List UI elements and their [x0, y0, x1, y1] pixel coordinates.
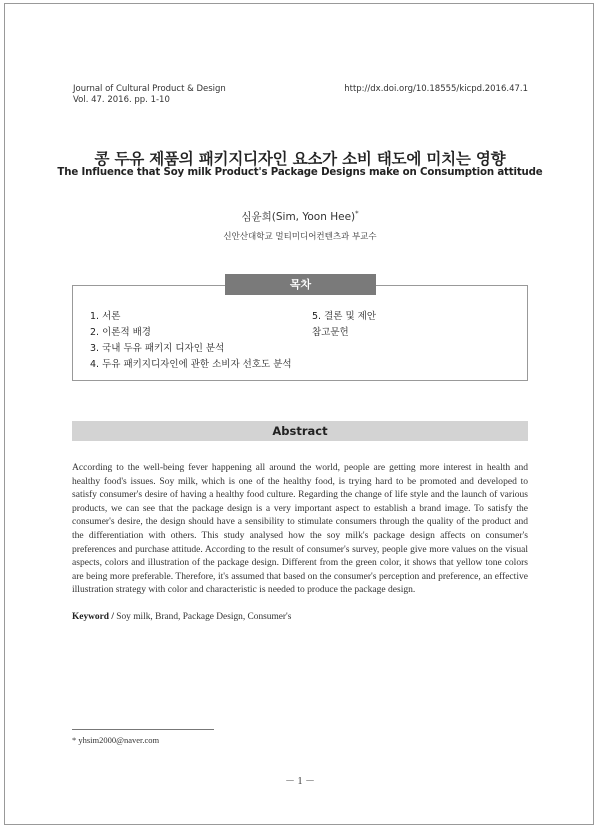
title-english: The Influence that Soy milk Product's Package Designs make on Consumption attitude: [57, 167, 543, 178]
journal-volume: Vol. 47. 2016. pp. 1-10: [73, 95, 170, 105]
toc-item: 1. 서론: [90, 311, 121, 322]
title-korean: 콩 두유 제품의 패키지디자인 요소가 소비 태도에 미치는 영향: [94, 150, 506, 168]
abstract-body: According to the well-being fever happening all around the world, people are getting more interest in health and healthy food's issues. Soy milk, which is one of the healthy food, is trying hard to be promoted and developed to satisfy consumer's desire of having a healthy food culture. Regarding the change of life style and the launch of various products, we can see that the package design is a very important aspect to establish a brand image. To satisfy the consumer's desire, the design should have a sensibility to stimulate consumers through the quality of the product and the differentiation with others. This study analysed how the soy milk's package design affects on consumer's preferences and purchase attitude. According to the result of consumer's survey, people give more values on the visual aspects, colors and illustration of the package design. Different from the green color, it shows that yellow tone colors are being more preferable. Therefore, it's assumed that based on the consumer's perception and preference, an effective illustration strategy with color and characteristic is needed to produce the package design.: [72, 462, 528, 596]
page-border: [4, 3, 594, 825]
toc-item: 5. 결론 및 제안: [312, 311, 377, 322]
journal-info: [73, 84, 226, 106]
journal-name: Journal of Cultural Product & Design: [73, 84, 226, 94]
keywords: [72, 612, 528, 622]
footnote-divider: [72, 729, 214, 730]
page-number: － 1 －: [285, 776, 315, 787]
footnote-email: * yhsim2000@naver.com: [72, 735, 160, 745]
toc-item: 4. 두유 패키지디자인에 관한 소비자 선호도 분석: [90, 359, 292, 370]
author-affiliation: 신안산대학교 멀티미디어컨텐츠과 부교수: [223, 232, 377, 242]
toc-item: 2. 이론적 배경: [90, 327, 151, 338]
doi-link[interactable]: http://dx.doi.org/10.18555/kicpd.2016.47.1: [344, 84, 528, 94]
keyword-label: Keyword /: [72, 612, 114, 622]
abstract-heading: Abstract: [72, 421, 528, 441]
toc-header: 목차: [225, 274, 376, 295]
toc-right-column: [312, 309, 376, 341]
toc-item: 3. 국내 두유 패키지 디자인 분석: [90, 343, 225, 354]
keyword-text: Soy milk, Brand, Package Design, Consumer's: [113, 612, 292, 622]
author-footnote-mark: *: [355, 209, 359, 218]
author-name: 심윤희(Sim, Yoon Hee): [241, 211, 356, 223]
toc-item: 참고문헌: [312, 327, 349, 338]
author-line: [0, 209, 600, 224]
toc-left-column: [90, 309, 292, 373]
